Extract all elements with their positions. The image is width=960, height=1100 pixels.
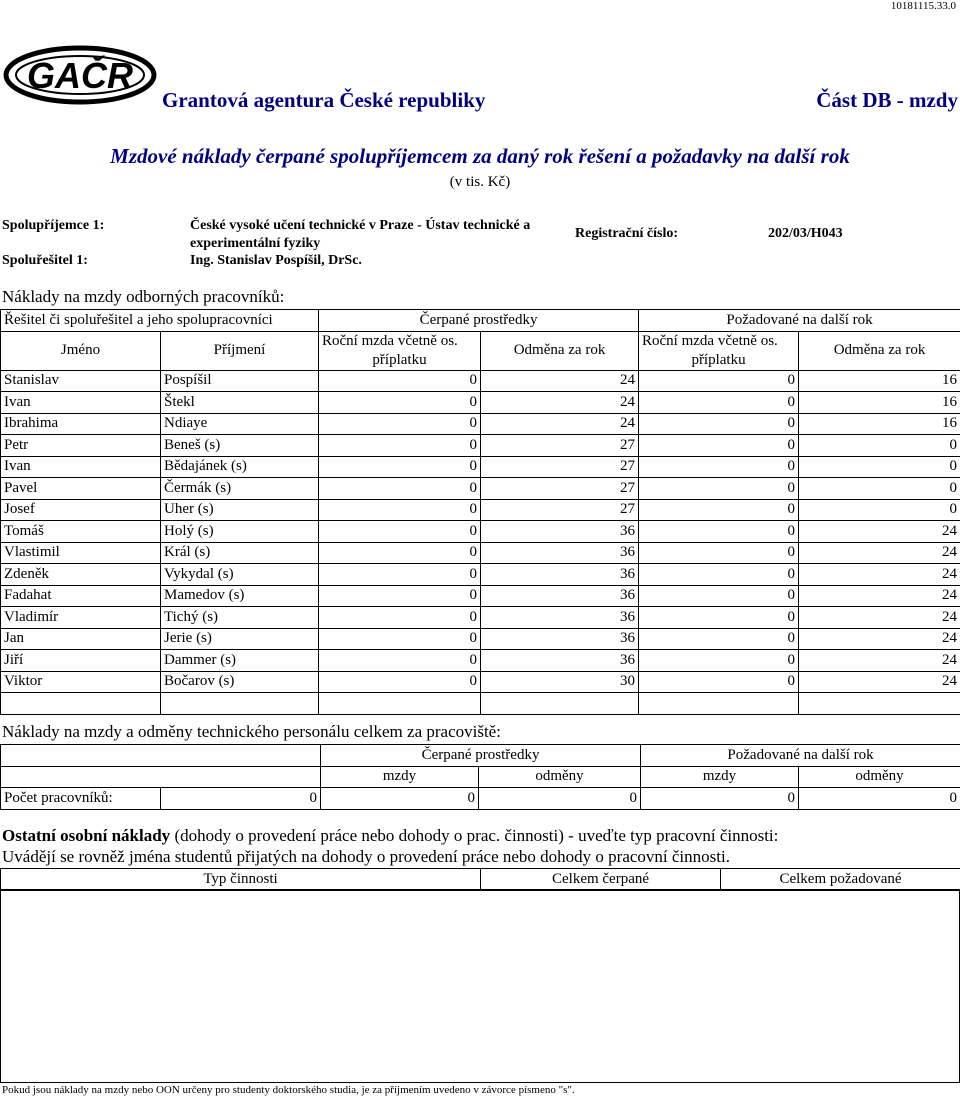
cell-req-bonus: 24 — [799, 607, 960, 629]
cell-surname: Jerie (s) — [161, 628, 319, 650]
registration-label: Registrační číslo: — [575, 226, 679, 241]
cell-firstname: Stanislav — [1, 370, 161, 392]
cell-firstname: Josef — [1, 499, 161, 521]
cell-spent-bonus: 24 — [481, 413, 639, 435]
cell-firstname: Viktor — [1, 671, 161, 693]
recipient-name-line1: České vysoké učení technické v Praze - Ústav technické a — [190, 218, 531, 233]
cell-spent-wage: 0 — [319, 628, 481, 650]
cell-req-wage: 0 — [639, 521, 799, 543]
cell-firstname: Zdeněk — [1, 564, 161, 586]
page-title: Mzdové náklady čerpané spolupříjemcem za daný rok řešení a požadavky na další rok — [110, 144, 850, 168]
cell-spent-bonus: 36 — [481, 628, 639, 650]
col-firstname: Jméno — [1, 331, 161, 370]
cell-spent-bonus: 36 — [481, 585, 639, 607]
cell-firstname: Vladimír — [1, 607, 161, 629]
cell-req-bonus: 24 — [799, 628, 960, 650]
cell-surname: Mamedov (s) — [161, 585, 319, 607]
cell-req-bonus: 24 — [799, 564, 960, 586]
section-other-costs-subtitle: Uvádějí se rovněž jména studentů přijatých na dohody o provedení práce nebo dohody o pracovní činnosti. — [2, 847, 730, 866]
cell-req-bonus: 16 — [799, 413, 960, 435]
logo-text: GAČR — [27, 55, 133, 96]
col-req-wage-l1: Roční mzda včetně os. — [642, 332, 778, 349]
table-row — [1, 413, 960, 435]
cell-surname: Uher (s) — [161, 499, 319, 521]
cell-spent-wage: 0 — [319, 478, 481, 500]
ts-count-value: 0 — [161, 788, 321, 810]
ts-count-label: Počet pracovníků: — [1, 788, 161, 810]
cell-req-bonus: 0 — [799, 456, 960, 478]
cell-req-wage: 0 — [639, 435, 799, 457]
col-req-wage-l2: příplatku — [691, 351, 746, 368]
section-technical-staff-title: Náklady na mzdy a odměny technického personálu celkem za pracoviště: — [2, 722, 501, 741]
cell-req-bonus: 24 — [799, 671, 960, 693]
cell-firstname: Tomáš — [1, 521, 161, 543]
col-spent-wage-l2: příplatku — [372, 351, 427, 368]
other-costs-title-bold: Ostatní osobní náklady — [2, 826, 171, 845]
oc-col-total-spent: Celkem čerpané — [481, 869, 721, 891]
footnote: Pokud jsou náklady na mzdy nebo OON určeny pro studenty doktorského studia, je za příjmením uvedeno v závorce písmeno "s". — [2, 1084, 575, 1096]
cell-spent-wage: 0 — [319, 585, 481, 607]
currency-unit: (v tis. Kč) — [449, 174, 511, 190]
cell-surname: Dammer (s) — [161, 650, 319, 672]
cell-firstname: Ivan — [1, 456, 161, 478]
table-row — [1, 628, 960, 650]
cell-firstname: Petr — [1, 435, 161, 457]
cell-spent-bonus: 36 — [481, 542, 639, 564]
cell-spent-bonus: 24 — [481, 370, 639, 392]
cell-req-bonus: 24 — [799, 650, 960, 672]
cell-spent-wage: 0 — [319, 413, 481, 435]
cell-spent-wage: 0 — [319, 542, 481, 564]
cell-req-wage: 0 — [639, 585, 799, 607]
cell-surname: Bědajánek (s) — [161, 456, 319, 478]
cell-firstname: Vlastimil — [1, 542, 161, 564]
cell-req-bonus: 24 — [799, 542, 960, 564]
document-id: 10181115.33.0 — [890, 0, 956, 12]
recipient-label: Spolupříjemce 1: — [2, 218, 105, 233]
cell-spent-bonus: 30 — [481, 671, 639, 693]
cell-spent-wage: 0 — [319, 521, 481, 543]
col-req-wage — [639, 331, 799, 370]
cell-req-bonus: 16 — [799, 370, 960, 392]
cell-firstname: Pavel — [1, 478, 161, 500]
cell-spent-bonus: 27 — [481, 456, 639, 478]
cell-spent-bonus: 24 — [481, 392, 639, 414]
table-row — [1, 478, 960, 500]
cell-spent-wage: 0 — [319, 650, 481, 672]
cell-surname: Tichý (s) — [161, 607, 319, 629]
table-row — [1, 693, 960, 715]
cell-firstname: Jiří — [1, 650, 161, 672]
cell-req-bonus: 16 — [799, 392, 960, 414]
ts-req-wages: 0 — [641, 788, 799, 810]
table-row — [1, 607, 960, 629]
other-costs-title-rest: (dohody o provedení práce nebo dohody o prac. činnosti) - uveďte typ pracovní činnosti: — [170, 826, 779, 845]
cell-surname: Král (s) — [161, 542, 319, 564]
oc-col-type: Typ činnosti — [1, 869, 481, 891]
form-part: Část DB - mzdy — [816, 88, 958, 112]
cell-req-wage: 0 — [639, 671, 799, 693]
cell-spent-wage: 0 — [319, 607, 481, 629]
technical-staff-table — [0, 744, 960, 810]
cell-spent-bonus: 36 — [481, 650, 639, 672]
cell-spent-wage — [319, 693, 481, 715]
other-costs-table — [0, 868, 960, 891]
ts-subhead-empty — [1, 766, 321, 788]
agency-name: Grantová agentura České republiky — [162, 88, 486, 112]
table-row — [1, 370, 960, 392]
table-row — [1, 521, 960, 543]
table-row — [1, 435, 960, 457]
cell-surname: Pospíšil — [161, 370, 319, 392]
registration-number: 202/03/H043 — [768, 226, 843, 241]
table-row — [1, 542, 960, 564]
cell-surname: Holý (s) — [161, 521, 319, 543]
cell-firstname: Fadahat — [1, 585, 161, 607]
ts-req-bonuses: 0 — [799, 788, 960, 810]
ts-head-requested: Požadované na další rok — [641, 745, 960, 767]
ts-head-empty — [1, 745, 321, 767]
ts-spent-bonuses: 0 — [479, 788, 641, 810]
cell-req-wage — [639, 693, 799, 715]
cell-req-bonus: 24 — [799, 521, 960, 543]
table-row — [1, 392, 960, 414]
table-row — [1, 585, 960, 607]
cell-req-wage: 0 — [639, 499, 799, 521]
coinvestigator-name: Ing. Stanislav Pospíšil, DrSc. — [190, 253, 362, 268]
cell-spent-wage: 0 — [319, 392, 481, 414]
table-row — [1, 456, 960, 478]
cell-req-wage: 0 — [639, 370, 799, 392]
cell-spent-bonus: 27 — [481, 478, 639, 500]
table-row — [1, 650, 960, 672]
cell-spent-wage: 0 — [319, 671, 481, 693]
cell-spent-wage: 0 — [319, 499, 481, 521]
head-requested: Požadované na další rok — [639, 310, 960, 332]
col-spent-bonus: Odměna za rok — [481, 331, 639, 370]
professional-wages-table — [0, 309, 960, 715]
cell-spent-bonus: 36 — [481, 607, 639, 629]
cell-surname: Ndiaye — [161, 413, 319, 435]
section-other-costs-title — [2, 826, 778, 846]
cell-req-bonus — [799, 693, 960, 715]
cell-spent-bonus: 36 — [481, 521, 639, 543]
cell-surname: Čermák (s) — [161, 478, 319, 500]
cell-req-wage: 0 — [639, 542, 799, 564]
cell-spent-bonus — [481, 693, 639, 715]
table-row — [1, 564, 960, 586]
cell-req-bonus: 0 — [799, 435, 960, 457]
cell-req-bonus: 0 — [799, 478, 960, 500]
cell-spent-bonus: 36 — [481, 564, 639, 586]
cell-req-wage: 0 — [639, 607, 799, 629]
cell-req-wage: 0 — [639, 392, 799, 414]
cell-firstname: Jan — [1, 628, 161, 650]
cell-surname: Štekl — [161, 392, 319, 414]
cell-req-bonus: 0 — [799, 499, 960, 521]
other-costs-notes-area — [0, 889, 960, 1083]
recipient-name-line2: experimentální fyziky — [190, 236, 321, 251]
cell-spent-wage: 0 — [319, 456, 481, 478]
oc-col-total-requested: Celkem požadované — [721, 869, 960, 891]
cell-req-wage: 0 — [639, 478, 799, 500]
cell-firstname — [1, 693, 161, 715]
cell-spent-bonus: 27 — [481, 499, 639, 521]
cell-req-bonus: 24 — [799, 585, 960, 607]
ts-spent-wages: 0 — [321, 788, 479, 810]
cell-spent-bonus: 27 — [481, 435, 639, 457]
table-row — [1, 671, 960, 693]
cell-surname: Beneš (s) — [161, 435, 319, 457]
ts-col-spent-bonuses: odměny — [479, 766, 641, 788]
cell-spent-wage: 0 — [319, 564, 481, 586]
cell-spent-wage: 0 — [319, 370, 481, 392]
col-spent-wage — [319, 331, 481, 370]
coinvestigator-label: Spoluřešitel 1: — [2, 253, 88, 268]
section-professional-wages-title: Náklady na mzdy odborných pracovníků: — [2, 287, 285, 306]
cell-firstname: Ibrahima — [1, 413, 161, 435]
cell-req-wage: 0 — [639, 564, 799, 586]
ts-col-req-bonuses: odměny — [799, 766, 960, 788]
cell-surname: Bočarov (s) — [161, 671, 319, 693]
col-surname: Příjmení — [161, 331, 319, 370]
cell-req-wage: 0 — [639, 650, 799, 672]
gacr-logo — [2, 44, 158, 106]
col-spent-wage-l1: Roční mzda včetně os. — [322, 332, 458, 349]
cell-req-wage: 0 — [639, 456, 799, 478]
ts-col-req-wages: mzdy — [641, 766, 799, 788]
head-team: Řešitel či spoluřešitel a jeho spolupracovníci — [1, 310, 319, 332]
col-req-bonus: Odměna za rok — [799, 331, 960, 370]
cell-surname — [161, 693, 319, 715]
cell-firstname: Ivan — [1, 392, 161, 414]
head-spent: Čerpané prostředky — [319, 310, 639, 332]
cell-spent-wage: 0 — [319, 435, 481, 457]
cell-surname: Vykydal (s) — [161, 564, 319, 586]
ts-head-spent: Čerpané prostředky — [321, 745, 641, 767]
cell-req-wage: 0 — [639, 413, 799, 435]
cell-req-wage: 0 — [639, 628, 799, 650]
table-row — [1, 499, 960, 521]
ts-col-spent-wages: mzdy — [321, 766, 479, 788]
